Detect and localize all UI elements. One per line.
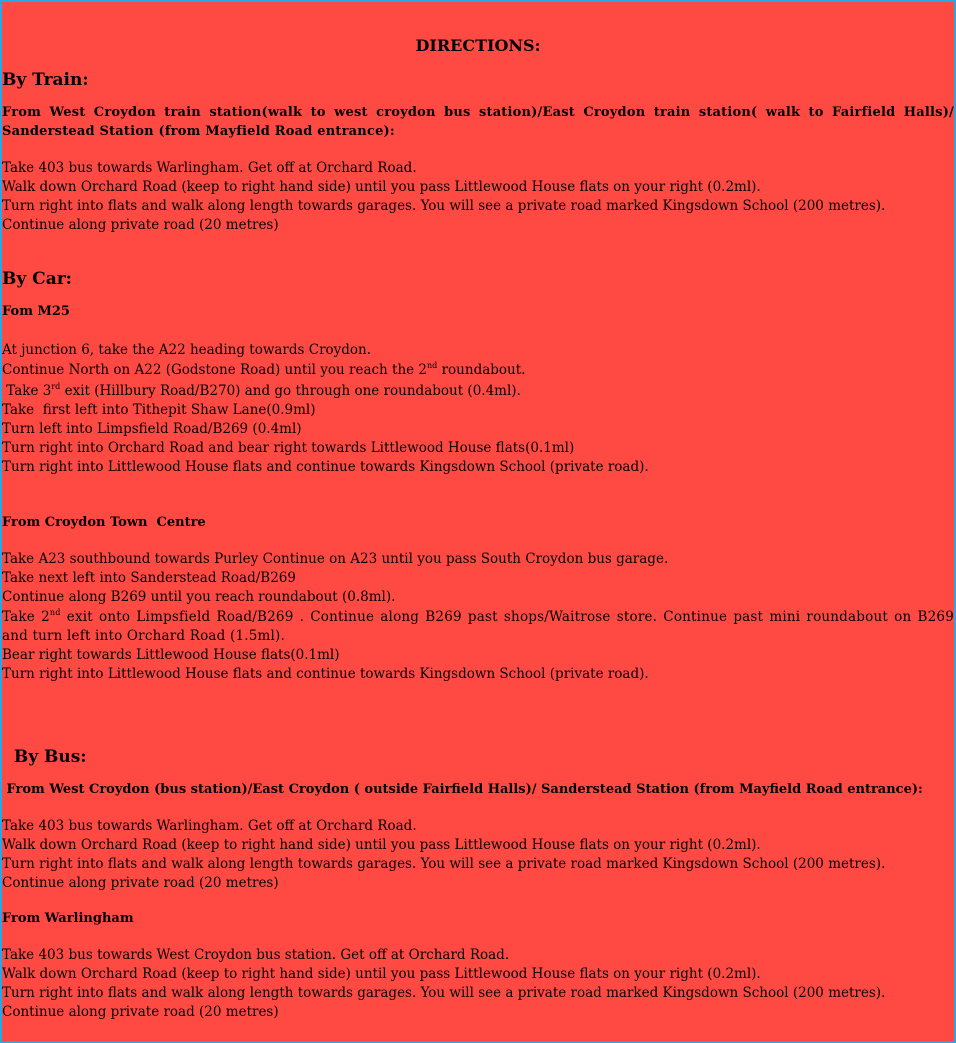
m25-step: Turn left into Limpsfield Road/B269 (0.4ml) <box>2 421 302 437</box>
warlingham-heading: From Warlingham <box>2 911 134 926</box>
train-from-heading: From West Croydon train station(walk to west croydon bus station)/East Croydon train station( walk to Fairfield Halls)/ Sanderstead Station (from Mayfield Road entrance): <box>2 105 954 139</box>
train-step: Continue along private road (20 metres) <box>2 217 279 233</box>
page-title: DIRECTIONS: <box>415 36 541 55</box>
warlingham-step: Continue along private road (20 metres) <box>2 1004 279 1020</box>
m25-steps <box>2 341 954 477</box>
bus-heading: By Bus: <box>2 747 87 767</box>
m25-step: Take first left into Tithepit Shaw Lane(0.9ml) <box>2 402 316 418</box>
bus-step: Walk down Orchard Road (keep to right hand side) until you pass Littlewood House flats on your right (0.2ml). <box>2 837 761 853</box>
train-steps <box>2 159 954 235</box>
bus-step: Continue along private road (20 metres) <box>2 875 279 891</box>
m25-step: Turn right into Orchard Road and bear right towards Littlewood House flats(0.1ml) <box>2 440 575 456</box>
train-heading: By Train: <box>2 70 89 90</box>
croydon-step: Take next left into Sanderstead Road/B269 <box>2 570 296 586</box>
train-step: Turn right into flats and walk along length towards garages. You will see a private road marked Kingsdown School (200 metres). <box>2 198 886 214</box>
croydon-step: Take A23 southbound towards Purley Continue on A23 until you pass South Croydon bus garage. <box>2 551 669 567</box>
train-step: Take 403 bus towards Warlingham. Get off at Orchard Road. <box>2 160 417 176</box>
warlingham-step: Walk down Orchard Road (keep to right hand side) until you pass Littlewood House flats on your right (0.2ml). <box>2 966 761 982</box>
m25-step: Continue North on A22 (Godstone Road) until you reach the 2nd roundabout. <box>2 360 526 378</box>
croydon-step: Continue along B269 until you reach roundabout (0.8ml). <box>2 589 396 605</box>
car-heading: By Car: <box>2 269 72 289</box>
m25-step: Turn right into Littlewood House flats and continue towards Kingsdown School (private road). <box>2 459 649 475</box>
croydon-step: Take 2nd exit onto Limpsfield Road/B269 . Continue along B269 past shops/Waitrose store. Continue past mini roundabout on B269 and turn left into Orchard Road (1.5ml). <box>2 607 954 644</box>
m25-step: Take 3rd exit (Hillbury Road/B270) and go through one roundabout (0.4ml). <box>2 381 521 399</box>
m25-heading: Fom M25 <box>2 304 70 319</box>
bus-step: Turn right into flats and walk along length towards garages. You will see a private road marked Kingsdown School (200 metres). <box>2 856 886 872</box>
m25-step: At junction 6, take the A22 heading towards Croydon. <box>2 342 372 358</box>
bus-from-heading: From West Croydon (bus station)/East Croydon ( outside Fairfield Halls)/ Sanderstead Station (from Mayfield Road entrance): <box>2 782 923 797</box>
croydon-step: Turn right into Littlewood House flats and continue towards Kingsdown School (private road). <box>2 666 649 682</box>
warlingham-step: Turn right into flats and walk along length towards garages. You will see a private road marked Kingsdown School (200 metres). <box>2 985 886 1001</box>
warlingham-step: Take 403 bus towards West Croydon bus station. Get off at Orchard Road. <box>2 947 510 963</box>
croydon-heading: From Croydon Town Centre <box>2 515 206 530</box>
warlingham-steps <box>2 946 954 1022</box>
croydon-steps <box>2 550 954 684</box>
croydon-step: Bear right towards Littlewood House flats(0.1ml) <box>2 647 340 663</box>
bus-step: Take 403 bus towards Warlingham. Get off at Orchard Road. <box>2 818 417 834</box>
bus-steps <box>2 817 954 893</box>
train-step: Walk down Orchard Road (keep to right hand side) until you pass Littlewood House flats on your right (0.2ml). <box>2 179 761 195</box>
